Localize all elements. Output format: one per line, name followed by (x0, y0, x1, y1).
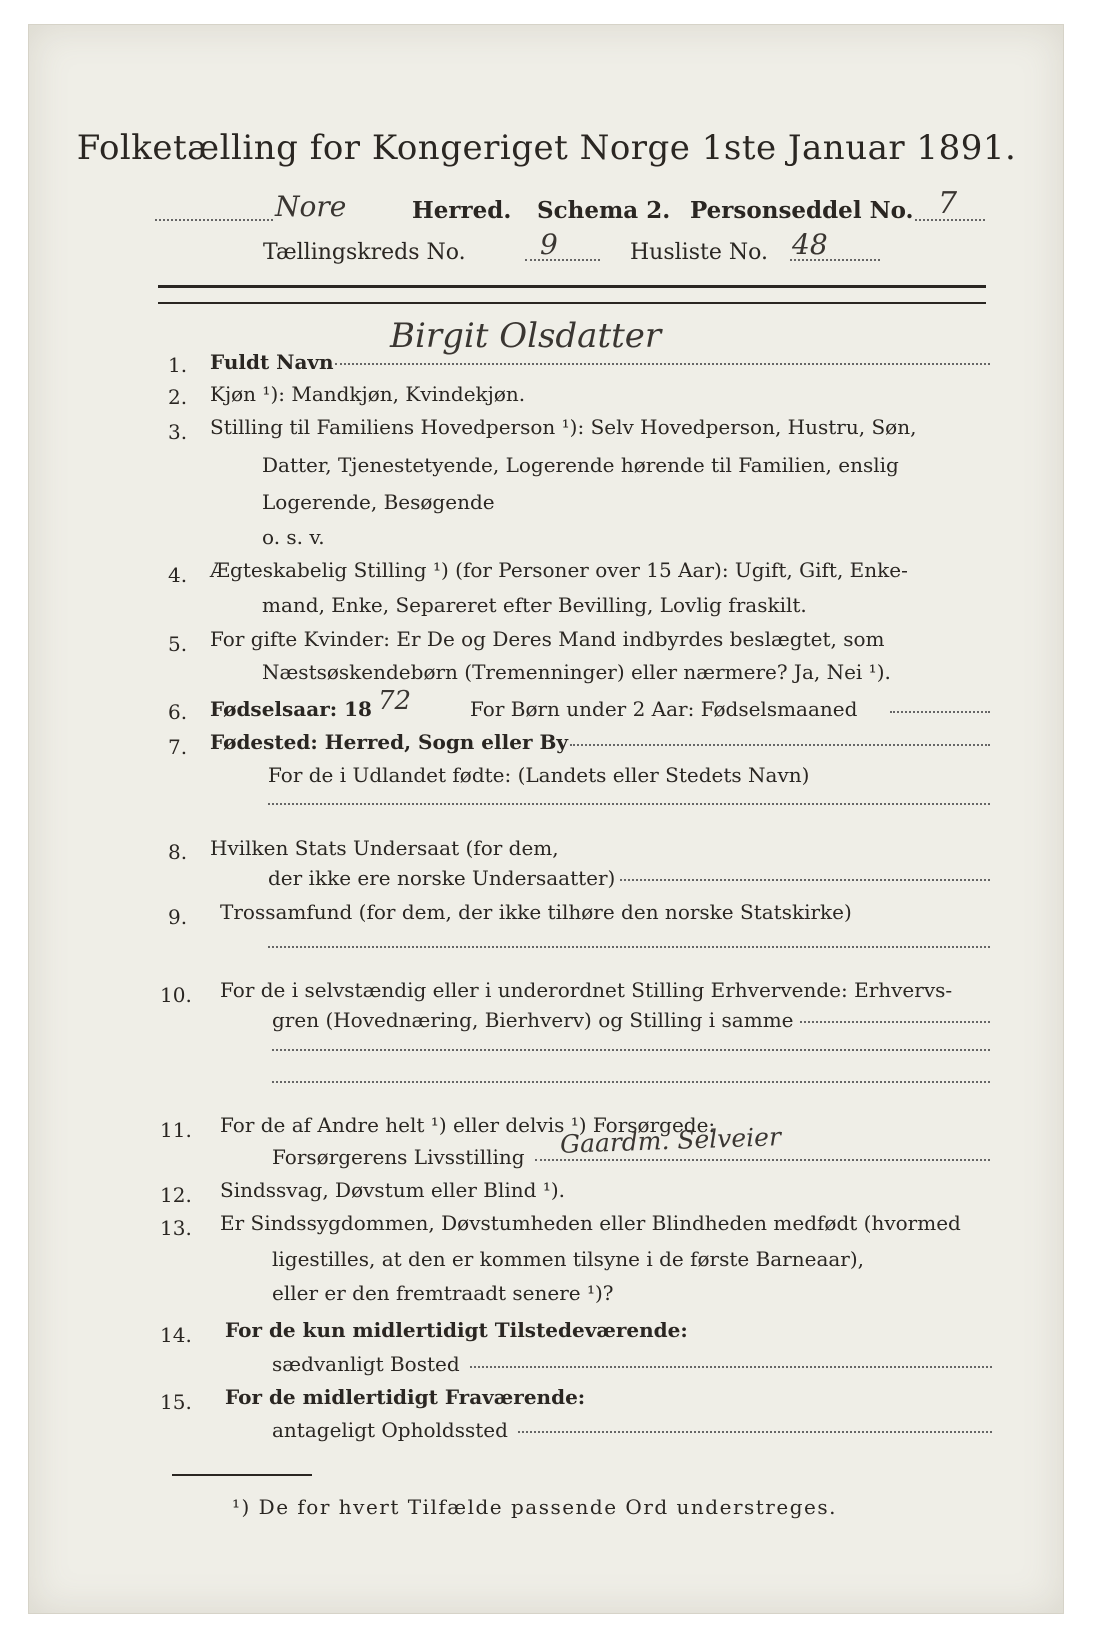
item-number: 8. (168, 840, 188, 864)
kreds-dotline (525, 258, 600, 261)
birth-month-dotline (890, 710, 990, 713)
whereabouts-dotline (518, 1430, 992, 1433)
item-line-2: For de i Udlandet fødte: (Landets eller Stedets Navn) (268, 763, 810, 787)
form-title: Folketælling for Kongeriget Norge 1ste Januar 1891. (76, 128, 1017, 168)
faith-dotline (268, 945, 990, 948)
occupation-dotline-2 (272, 1048, 990, 1051)
item-number: 11. (160, 1118, 192, 1142)
item-number: 13. (160, 1216, 192, 1240)
item-line-2: sædvanligt Bosted (272, 1352, 460, 1376)
item-label: For de i selvstændig eller i underordnet Stilling Erhvervende: Erhvervs- (220, 978, 953, 1002)
occupation-dotline-3 (272, 1080, 990, 1083)
item-label: Fødested: Herred, Sogn eller By (210, 730, 568, 754)
husliste-dotline (790, 258, 880, 261)
item-line-2: Datter, Tjenestetyende, Logerende hørende til Familien, enslig (262, 453, 899, 477)
item-line-2: For Børn under 2 Aar: Fødselsmaaned (470, 697, 858, 721)
husliste-label: Husliste No. (630, 240, 768, 265)
herred-label: Herred. (412, 197, 512, 224)
item-line-2: ligestilles, at den er kommen tilsyne i de første Barneaar), (272, 1247, 865, 1271)
item-label: For de kun midlertidigt Tilstedeværende: (225, 1318, 688, 1342)
item-line-3: eller er den fremtraadt senere ¹)? (272, 1281, 614, 1305)
herred-dotline (155, 218, 273, 221)
supporter-dotline (535, 1158, 990, 1161)
item-label: Fødselsaar: 18 (210, 697, 372, 721)
item-number: 10. (160, 983, 192, 1007)
birth-year-value: 72 (378, 686, 412, 716)
item-line-2: antageligt Opholdssted (272, 1418, 508, 1442)
item-line-2: mand, Enke, Separeret efter Bevilling, Lovlig fraskilt. (262, 593, 807, 617)
item-label: For de af Andre helt ¹) eller delvis ¹) Forsørgede: (220, 1113, 716, 1137)
item-label: Sindssvag, Døvstum eller Blind ¹). (220, 1178, 566, 1202)
header-rule-bottom (158, 302, 986, 304)
footnote-rule (172, 1474, 312, 1476)
item-label: Er Sindssygdommen, Døvstumheden eller Blindheden medfødt (hvormed (220, 1211, 961, 1235)
personseddel-value: 7 (938, 186, 958, 221)
item-number: 6. (168, 700, 188, 724)
item-line-2: Næstsøskendebørn (Tremenninger) eller nærmere? Ja, Nei ¹). (262, 660, 891, 684)
schema-label: Schema 2. (537, 197, 671, 224)
husliste-value: 48 (792, 228, 828, 261)
item-number: 15. (160, 1390, 192, 1414)
full-name-value: Birgit Olsdatter (390, 316, 662, 356)
item-label: Trossamfund (for dem, der ikke tilhøre den norske Statskirke) (220, 900, 852, 924)
item-line-2: der ikke ere norske Undersaatter) (268, 866, 616, 890)
item-label: For gifte Kvinder: Er De og Deres Mand indbyrdes beslægtet, som (210, 627, 885, 651)
foreign-dotline (268, 802, 990, 805)
kreds-label: Tællingskreds No. (263, 240, 466, 265)
item-label: For de midlertidigt Fraværende: (225, 1385, 586, 1409)
item-label: Hvilken Stats Undersaat (for dem, (210, 836, 559, 860)
birthplace-dotline (570, 743, 990, 746)
subject-dotline (620, 878, 990, 881)
personseddel-label: Personseddel No. (690, 197, 914, 224)
item-line-4: o. s. v. (262, 525, 325, 549)
item-label: Stilling til Familiens Hovedperson ¹): Selv Hovedperson, Hustru, Søn, (210, 415, 917, 439)
footnote: ¹) De for hvert Tilfælde passende Ord understreges. (232, 1495, 837, 1519)
item-line-2: gren (Hovednæring, Bierhverv) og Stilling i samme (272, 1008, 794, 1032)
header-rule-top (158, 285, 986, 288)
census-form-sheet (28, 24, 1064, 1614)
name-dotline (335, 362, 990, 365)
occupation-dotline-1 (800, 1020, 990, 1023)
item-label: Fuldt Navn (210, 350, 334, 374)
supporter-occupation-value: Gaardm. Selveier (559, 1122, 782, 1159)
item-line-2: Forsørgerens Livsstilling (272, 1145, 525, 1169)
item-number: 4. (168, 563, 188, 587)
item-label: Kjøn ¹): Mandkjøn, Kvindekjøn. (210, 382, 526, 406)
residence-dotline (470, 1365, 992, 1368)
item-line-3: Logerende, Besøgende (262, 490, 495, 514)
kreds-value: 9 (540, 228, 558, 261)
herred-value: Nore (275, 190, 347, 223)
item-number: 1. (168, 353, 188, 377)
personseddel-dotline (915, 218, 985, 221)
item-number: 5. (168, 632, 188, 656)
item-number: 12. (160, 1183, 192, 1207)
item-number: 2. (168, 385, 188, 409)
item-label: Ægteskabelig Stilling ¹) (for Personer over 15 Aar): Ugift, Gift, Enke- (210, 558, 908, 582)
item-number: 3. (168, 420, 188, 444)
item-number: 14. (160, 1323, 192, 1347)
item-number: 7. (168, 735, 188, 759)
item-number: 9. (168, 905, 188, 929)
